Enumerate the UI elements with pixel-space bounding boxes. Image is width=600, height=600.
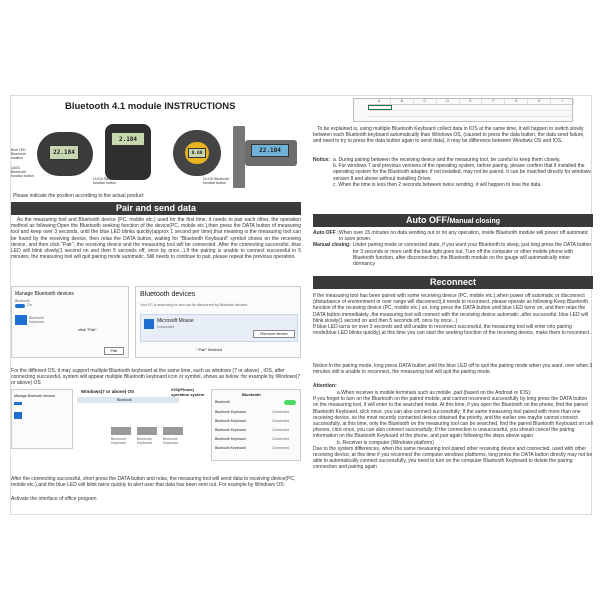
lcd-readout-4: 22.184	[251, 144, 289, 157]
keyboard-3-label: Bluetooth Keyboard	[163, 437, 178, 445]
bluetooth-devices-subtitle: Your PC is searching for and can be discovered by Bluetooth devices.	[140, 303, 249, 307]
mouse-device-row[interactable]	[140, 314, 298, 342]
click-pair-caption: click "Pair"	[78, 327, 97, 332]
manage-bluetooth-title: Manage Bluetooth devices	[15, 291, 74, 297]
ios-row-name[interactable]: Bluetooth Keyboard	[215, 419, 246, 423]
dial-gauge-1-image	[37, 132, 93, 176]
keyboard-2-label: Bluetooth Keyboard	[137, 437, 152, 445]
click-label-2: CLICK Bluetooth function button	[203, 177, 230, 185]
bluetooth-toggle[interactable]	[15, 304, 25, 308]
lcd-readout-2: 2.184	[111, 132, 145, 146]
dial-gauge-3-image	[173, 130, 221, 176]
toggle-on-label: On	[27, 303, 32, 307]
auto-off-banner	[313, 214, 593, 227]
keyboard-1-label: Bluetooth Keyboard	[111, 437, 126, 445]
attention-b-title: b. Receiver is computer (Windows platform)	[337, 439, 434, 446]
bluetooth-label: Bluetooth	[15, 299, 30, 303]
activate-office-text: Activate the interface of office program	[11, 496, 97, 502]
notice-b: b. For windows 7 and previous versions of the operating system, before pairing, please confirm that if installed the operating system for the Bluetooth adapter, if not installed, may not be paired. It can be matched directly for windows version 8 and above without installing Driver.	[333, 163, 591, 182]
device-photos	[11, 122, 301, 194]
reconnect-banner: Reconnect	[313, 276, 593, 289]
ios-row-name[interactable]: Bluetooth Keyboard	[215, 446, 246, 450]
caliper-jaw-image	[233, 126, 245, 188]
spreadsheet-column-header[interactable]: H	[528, 99, 551, 104]
keyboard-device-name[interactable]: Bluetooth Keyboard	[29, 316, 44, 324]
explain-text: To be explained is, using multiple Bluetooth Keyboard collect data in IOS at the same time, it will happen to switch slowly between each Bluetooth keyboard automatically than Windows OS, (caused to press the data button, the data send failure, and need to try to press the data button again to send data), it may be difference between Windows OS and IOS.	[313, 126, 585, 145]
ios-row-status: Connected	[272, 428, 289, 432]
os-text: For the different OS, it may support multiple Bluetooth keyboard at the same time, such as windows (7 or above) , iOS, after connecting successful, system will appear multiple Bluetooth keyboard icon or symbol, shows as below :for example by Windows(7 or above) OS	[11, 368, 301, 387]
keyboard-1-icon	[111, 427, 131, 435]
notice-label: Notice:	[313, 157, 330, 163]
keyboard-3-icon	[163, 427, 183, 435]
reconnect-text: If the measuring tool has been paired with some receiving device (PC, mobile etc.),when power off automatic or disconnect (disturbance of environment or over range will disconnect),it needs to reconnect, please operate as following:Keep Bluetooth function of the receiving device (PC, mobile etc.) on, long press the DATA button until blue LED turns on, and then relax the DATA button immediately ,the measuring tool will connect with the receiving device automatic ,after successful, blue LED will blink slowly(1 second on and then 5 seconds off, once by once...) If blue LED turns on over 3 seconds and still unable to reconnect successful, the measuring tool will enter into pairing mode(blue LED blinks quickly),at this time you can start the seeking function of the receiving device, make them to reconnect .	[313, 293, 593, 337]
spreadsheet-gridline	[368, 104, 574, 105]
spreadsheet-column-header[interactable]: I	[551, 99, 574, 104]
mini-toggle[interactable]	[14, 402, 22, 405]
manual-title: Bluetooth 4.1 module INSTRUCTIONS	[65, 101, 236, 112]
manual-closing-text: Under pairing mode or connected state, if you want your Bluetooth to sleep, just long press the DATA button for 3 seconds or more until the blue light goes out. Turn off the computer or other mobile phone with Bluetooth function, after disconnection, the Bluetooth module on the gauge will automatically enter dormancy	[353, 242, 592, 268]
auto-off-block	[313, 230, 593, 267]
caliper-body-image	[245, 140, 297, 166]
auto-off-label: Auto OFF :	[313, 230, 339, 236]
attention-block	[313, 390, 593, 471]
gauge-yellow-dial	[185, 142, 209, 164]
ios-row-status: Connected	[272, 446, 289, 450]
mini-device-icon	[14, 412, 22, 419]
auto-off-banner-main: Auto OFF/	[405, 215, 450, 225]
windows-bt-bar-label: Bluetooth	[117, 398, 132, 402]
ios-bluetooth-screenshot	[211, 389, 301, 461]
mouse-icon	[144, 319, 154, 329]
windows-bt-bar	[77, 397, 179, 403]
pair-button[interactable]: Pair	[104, 347, 124, 355]
attention-b-text: Due to the system differences, when the same measuring tool paired other receiving device and connected, used with other receiving device, at this time if you reconnect the computer windows platforms, long press the DATA button directly may not be able to automatically connect successfully, you need to turn on the computer Bluetooth Keyboard to delete the pairing connection and pairing again	[313, 445, 593, 471]
pair-finished-caption: " Pair" finished	[196, 347, 222, 352]
spreadsheet-column-header[interactable]: F	[482, 99, 505, 104]
spreadsheet-column-header[interactable]: D	[437, 99, 460, 104]
data-button-label: DATA Bluetooth function button	[11, 166, 34, 178]
click-label-1: CLICK Bluetooth function button	[93, 177, 120, 185]
ios-row-name[interactable]: Bluetooth Keyboard	[215, 428, 246, 432]
mini-manage-title: Manage Bluetooth devices	[14, 394, 56, 398]
mouse-device-name: Microsoft Mouse	[157, 318, 194, 324]
instruction-sheet	[10, 95, 592, 515]
position-note: Please indicate the position according to the actual product	[13, 193, 144, 199]
attention-a-text: If you forget to turn on the Bluetooth on the paired mobile, and cannot reconnect successfully by long press the DATA button on the measuring tool, it will enter to the searched mode. At this time, if you open the Bluetooth on the phone, find the paired Bluetooth Keyboard, click once, you can also connect successfully; If the same measuring tool paired with more than one receiving device, so the most recently connected device obtained the priority, and the earlier one maybe cannot connect successfully, at this time, only the Bluetooth on the measuring tool can be searched, find the paired Bluetooth Keyboard on cell phones, click once, you can also connect successfully; If the connection is unsuccessful, you should cancel the pairing information on the Bluetooth Keyboard of the phone, and pair again following the steps above again	[313, 396, 593, 440]
ios-label: iOS(iPhone) operation system	[171, 387, 205, 397]
auto-off-text: When over 15 minutes no data sending out or no any operation, inside Bluetooth module will power off automatic to save power.	[339, 230, 589, 243]
spreadsheet-column-header[interactable]: A	[368, 99, 391, 104]
after-connect-text: After the connecting successful, short press the DATA button and relax, the measuring tool will send data to receiving device(PC, mobile etc.),and the blue LED will blink twice quickly to alert user that data has been sent out. For example by Windows OS:	[11, 476, 296, 489]
spreadsheet-preview	[353, 98, 573, 122]
notice-block	[313, 157, 593, 188]
manage-bluetooth-screenshot	[11, 286, 129, 358]
pair-banner: Pair and send data	[11, 202, 301, 215]
manual-closing-label: Manual closing:	[313, 242, 351, 249]
spreadsheet-column-header[interactable]: G	[505, 99, 528, 104]
spreadsheet-column-header[interactable]: C	[414, 99, 437, 104]
lcd-readout-3: 0.00	[188, 148, 206, 158]
ios-bt-row: Bluetooth	[215, 400, 230, 404]
ios-row-name[interactable]: Bluetooth Keyboard	[215, 437, 246, 441]
spreadsheet-gridline	[368, 110, 574, 111]
ios-row-name[interactable]: Bluetooth Keyboard	[215, 410, 246, 414]
ios-row-status: Connected	[272, 410, 289, 414]
keyboard-device-icon	[15, 315, 27, 325]
notice-a: a. During pairing between the receiving device and the measuring tool, be careful to keep them closely.	[333, 157, 561, 163]
pair-text: As the measuring tool and Bluetooth device (PC, mobile etc.) used for the first time, it needs to pair each other, the operation method as following:Open the Bluetooth seeking function of the device(PC, mobile etc.),then press the DATA button of measuring tool and keep over 3 seconds, until the blue LED blinks quickly(approx 1 second per time),that meaning is the measuring tool can be found by the receiving device, then relax the DATA button, waiting for "Bluetooth Keyboard" symbol shows on the receiving device, and then click "Pair", the receiving device and the measuring tool will be connected .After the connecting successful, blue LED will blink slowly(1 second on and then 5 seconds off, once by once...).If the pairing is unable to connect successful in 5 minutes, the measuring tool will quit pairing mode automatic. Still needs to continue to pair, please repeat the previous operation.	[11, 217, 301, 261]
ios-bt-header: Bluetooth	[242, 392, 261, 397]
auto-off-banner-sub: Manual closing	[449, 218, 501, 225]
attention-a-title: a.When receiver is mobile terminals such as mobile ,pad (based on the Android or IOS):	[337, 390, 532, 396]
keyboard-2-icon	[137, 427, 157, 435]
dial-gauge-2-image	[105, 124, 151, 180]
spreadsheet-selected-cell[interactable]	[368, 105, 392, 110]
ios-row-status: Connected	[272, 419, 289, 423]
manage-bluetooth-mini	[11, 389, 73, 449]
lcd-readout-1: 22.184	[49, 145, 79, 160]
multi-keyboard-screenshot	[11, 389, 301, 469]
mouse-device-status: Connected	[157, 325, 174, 329]
ios-bt-toggle[interactable]	[284, 400, 296, 405]
spreadsheet-column-header[interactable]: E	[460, 99, 483, 104]
spreadsheet-gridline	[368, 116, 574, 117]
attention-label: Attention:	[313, 383, 337, 389]
notice-c: c. When the time is less then 2 seconds between twice sending, it will happen to lose the data.	[333, 181, 542, 188]
blue-led-label: Blue LED Bluetooth location	[11, 148, 26, 160]
ios-row-status: Connected	[272, 437, 289, 441]
bluetooth-devices-screenshot	[135, 286, 301, 358]
windows-label: Windows(7 or above) OS	[81, 389, 134, 394]
remove-device-button[interactable]: Remove device	[253, 330, 295, 338]
bluetooth-devices-title: Bluetooth devices	[140, 291, 196, 298]
pairing-mode-note: Notice:In the pairing mode, long press DATA button until the blue LED off to quit the pairing mode when you want. over when 3 minutes still is unable to reconnect, the measuring tool will quit the pairing mode.	[313, 363, 593, 376]
spreadsheet-column-header[interactable]: B	[391, 99, 414, 104]
